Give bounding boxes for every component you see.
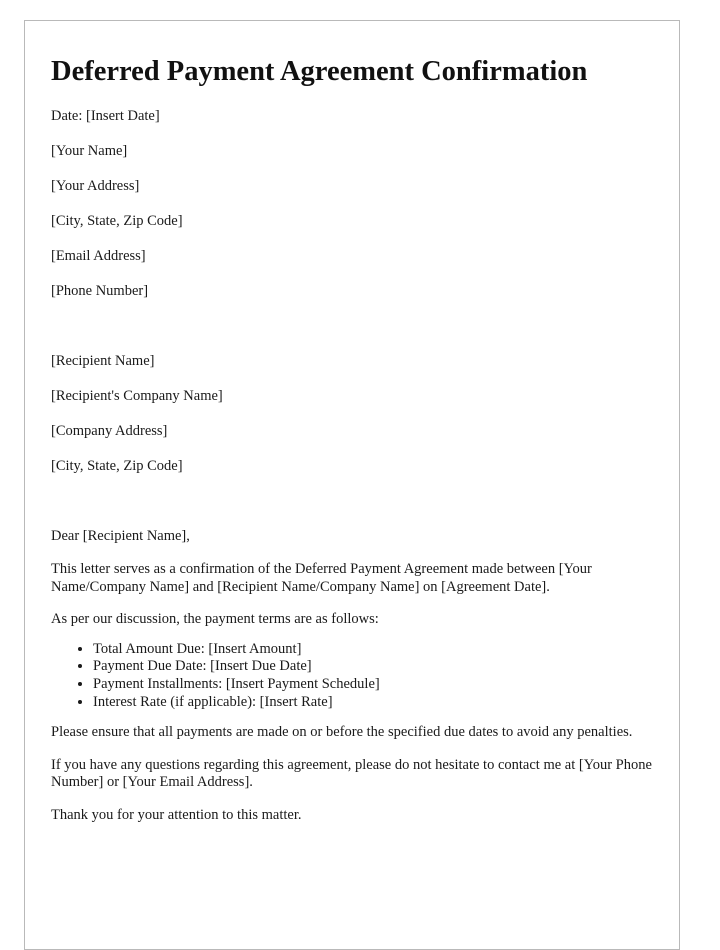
payment-terms-list bbox=[51, 641, 661, 711]
sender-block bbox=[51, 141, 661, 301]
sender-city-state-zip: [City, State, Zip Code] bbox=[51, 213, 183, 229]
recipient-block bbox=[51, 351, 661, 476]
contact-note: If you have any questions regarding this agreement, please do not hesitate to contact me at [Your Phone Number] or [Your Email Address]. bbox=[51, 756, 652, 791]
recipient-company: [Recipient's Company Name] bbox=[51, 388, 223, 404]
payment-note: Please ensure that all payments are made on or before the specified due dates to avoid any penalties. bbox=[51, 724, 633, 741]
terms-intro: As per our discussion, the payment terms are as follows: bbox=[51, 611, 379, 628]
sender-address: [Your Address] bbox=[51, 178, 140, 194]
recipient-name: [Recipient Name] bbox=[51, 353, 155, 369]
sender-name: [Your Name] bbox=[51, 143, 128, 159]
date-line: Date: [Insert Date] bbox=[51, 108, 160, 124]
block-spacer bbox=[51, 316, 661, 351]
recipient-city-state-zip: [City, State, Zip Code] bbox=[51, 458, 183, 474]
term-total-amount: • Total Amount Due: [Insert Amount] bbox=[93, 641, 661, 659]
term-installments: • Payment Installments: [Insert Payment Schedule] bbox=[93, 676, 661, 694]
term-due-date: • Payment Due Date: [Insert Due Date] bbox=[93, 658, 661, 676]
sender-phone: [Phone Number] bbox=[51, 283, 149, 299]
term-interest-rate: • Interest Rate (if applicable): [Insert Rate] bbox=[93, 694, 661, 712]
intro-paragraph: This letter serves as a confirmation of the Deferred Payment Agreement made between [Your Name/Company Name] and [Recipient Name/Company Name] on [Agreement Date]. bbox=[51, 561, 592, 595]
recipient-address: [Company Address] bbox=[51, 423, 168, 439]
letter-page bbox=[24, 20, 680, 950]
block-spacer bbox=[51, 491, 661, 526]
sender-email: [Email Address] bbox=[51, 248, 146, 264]
closing-line: Thank you for your attention to this matter. bbox=[51, 806, 302, 823]
salutation: Dear [Recipient Name], bbox=[51, 528, 190, 544]
letter-content bbox=[51, 53, 661, 840]
letter-title: Deferred Payment Agreement Confirmation bbox=[51, 56, 588, 87]
